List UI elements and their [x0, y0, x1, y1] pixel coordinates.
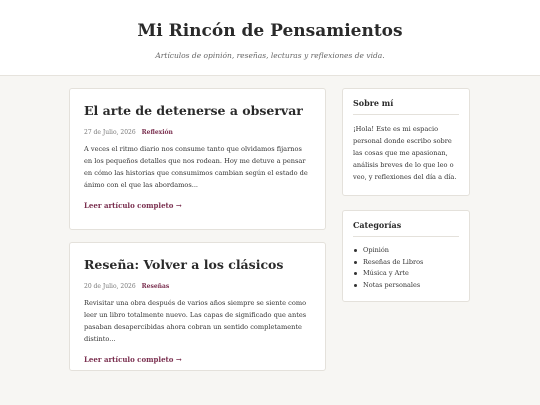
bullet-icon	[354, 249, 357, 252]
category-list	[353, 245, 459, 291]
categories-title: Categorías	[353, 220, 459, 237]
about-text: ¡Hola! Este es mi espacio personal donde escribo sobre las cosas que me apasionan, análisis breves de lo que leo o veo, y reflexiones del día a día.	[353, 125, 457, 181]
category-item[interactable]	[353, 280, 459, 292]
site-title[interactable]: Mi Rincón de Pensamientos	[137, 21, 403, 41]
site-subtitle: Artículos de opinión, reseñas, lecturas y reflexiones de vida.	[155, 51, 385, 60]
categories-widget	[342, 210, 470, 302]
category-item[interactable]	[353, 257, 459, 269]
read-more-link[interactable]: Leer artículo completo →	[84, 201, 182, 210]
category-label: Notas personales	[363, 280, 421, 289]
category-label: Reseñas de Libros	[363, 257, 424, 266]
category-label: Opinión	[363, 246, 389, 254]
post-date: 20 de Julio, 2026	[84, 283, 136, 290]
read-more-link[interactable]: Leer artículo completo →	[84, 355, 182, 364]
post-card	[69, 88, 326, 230]
category-item[interactable]	[353, 268, 459, 280]
about-widget	[342, 88, 470, 196]
post-title[interactable]: Reseña: Volver a los clásicos	[84, 257, 284, 272]
bullet-icon	[354, 284, 357, 287]
post-category[interactable]: Reflexión	[141, 129, 173, 136]
bullet-icon	[354, 272, 357, 275]
about-title: Sobre mí	[353, 98, 459, 115]
post-title[interactable]: El arte de detenerse a observar	[84, 103, 303, 118]
category-item[interactable]	[353, 245, 459, 257]
post-meta	[84, 128, 311, 137]
site-header	[0, 0, 540, 76]
post-card	[69, 242, 326, 371]
post-meta	[84, 282, 311, 291]
post-excerpt: A veces el ritmo diario nos consume tanto que olvidamos fijarnos en los pequeños detalles que nos rodean. Hoy me detuve a pensar en cómo las historias que consumimos cambian según el estado de ánimo con el que las abordamos...	[84, 145, 308, 189]
post-category[interactable]: Reseñas	[141, 283, 170, 290]
post-excerpt: Revisitar una obra después de varios años siempre se siente como leer un libro totalmente nuevo. Las capas de significado que antes pasaban desapercibidas ahora cobran un sentido completamente distinto...	[84, 299, 307, 343]
post-date: 27 de Julio, 2026	[84, 129, 136, 136]
bullet-icon	[354, 261, 357, 264]
category-label: Música y Arte	[363, 269, 409, 277]
